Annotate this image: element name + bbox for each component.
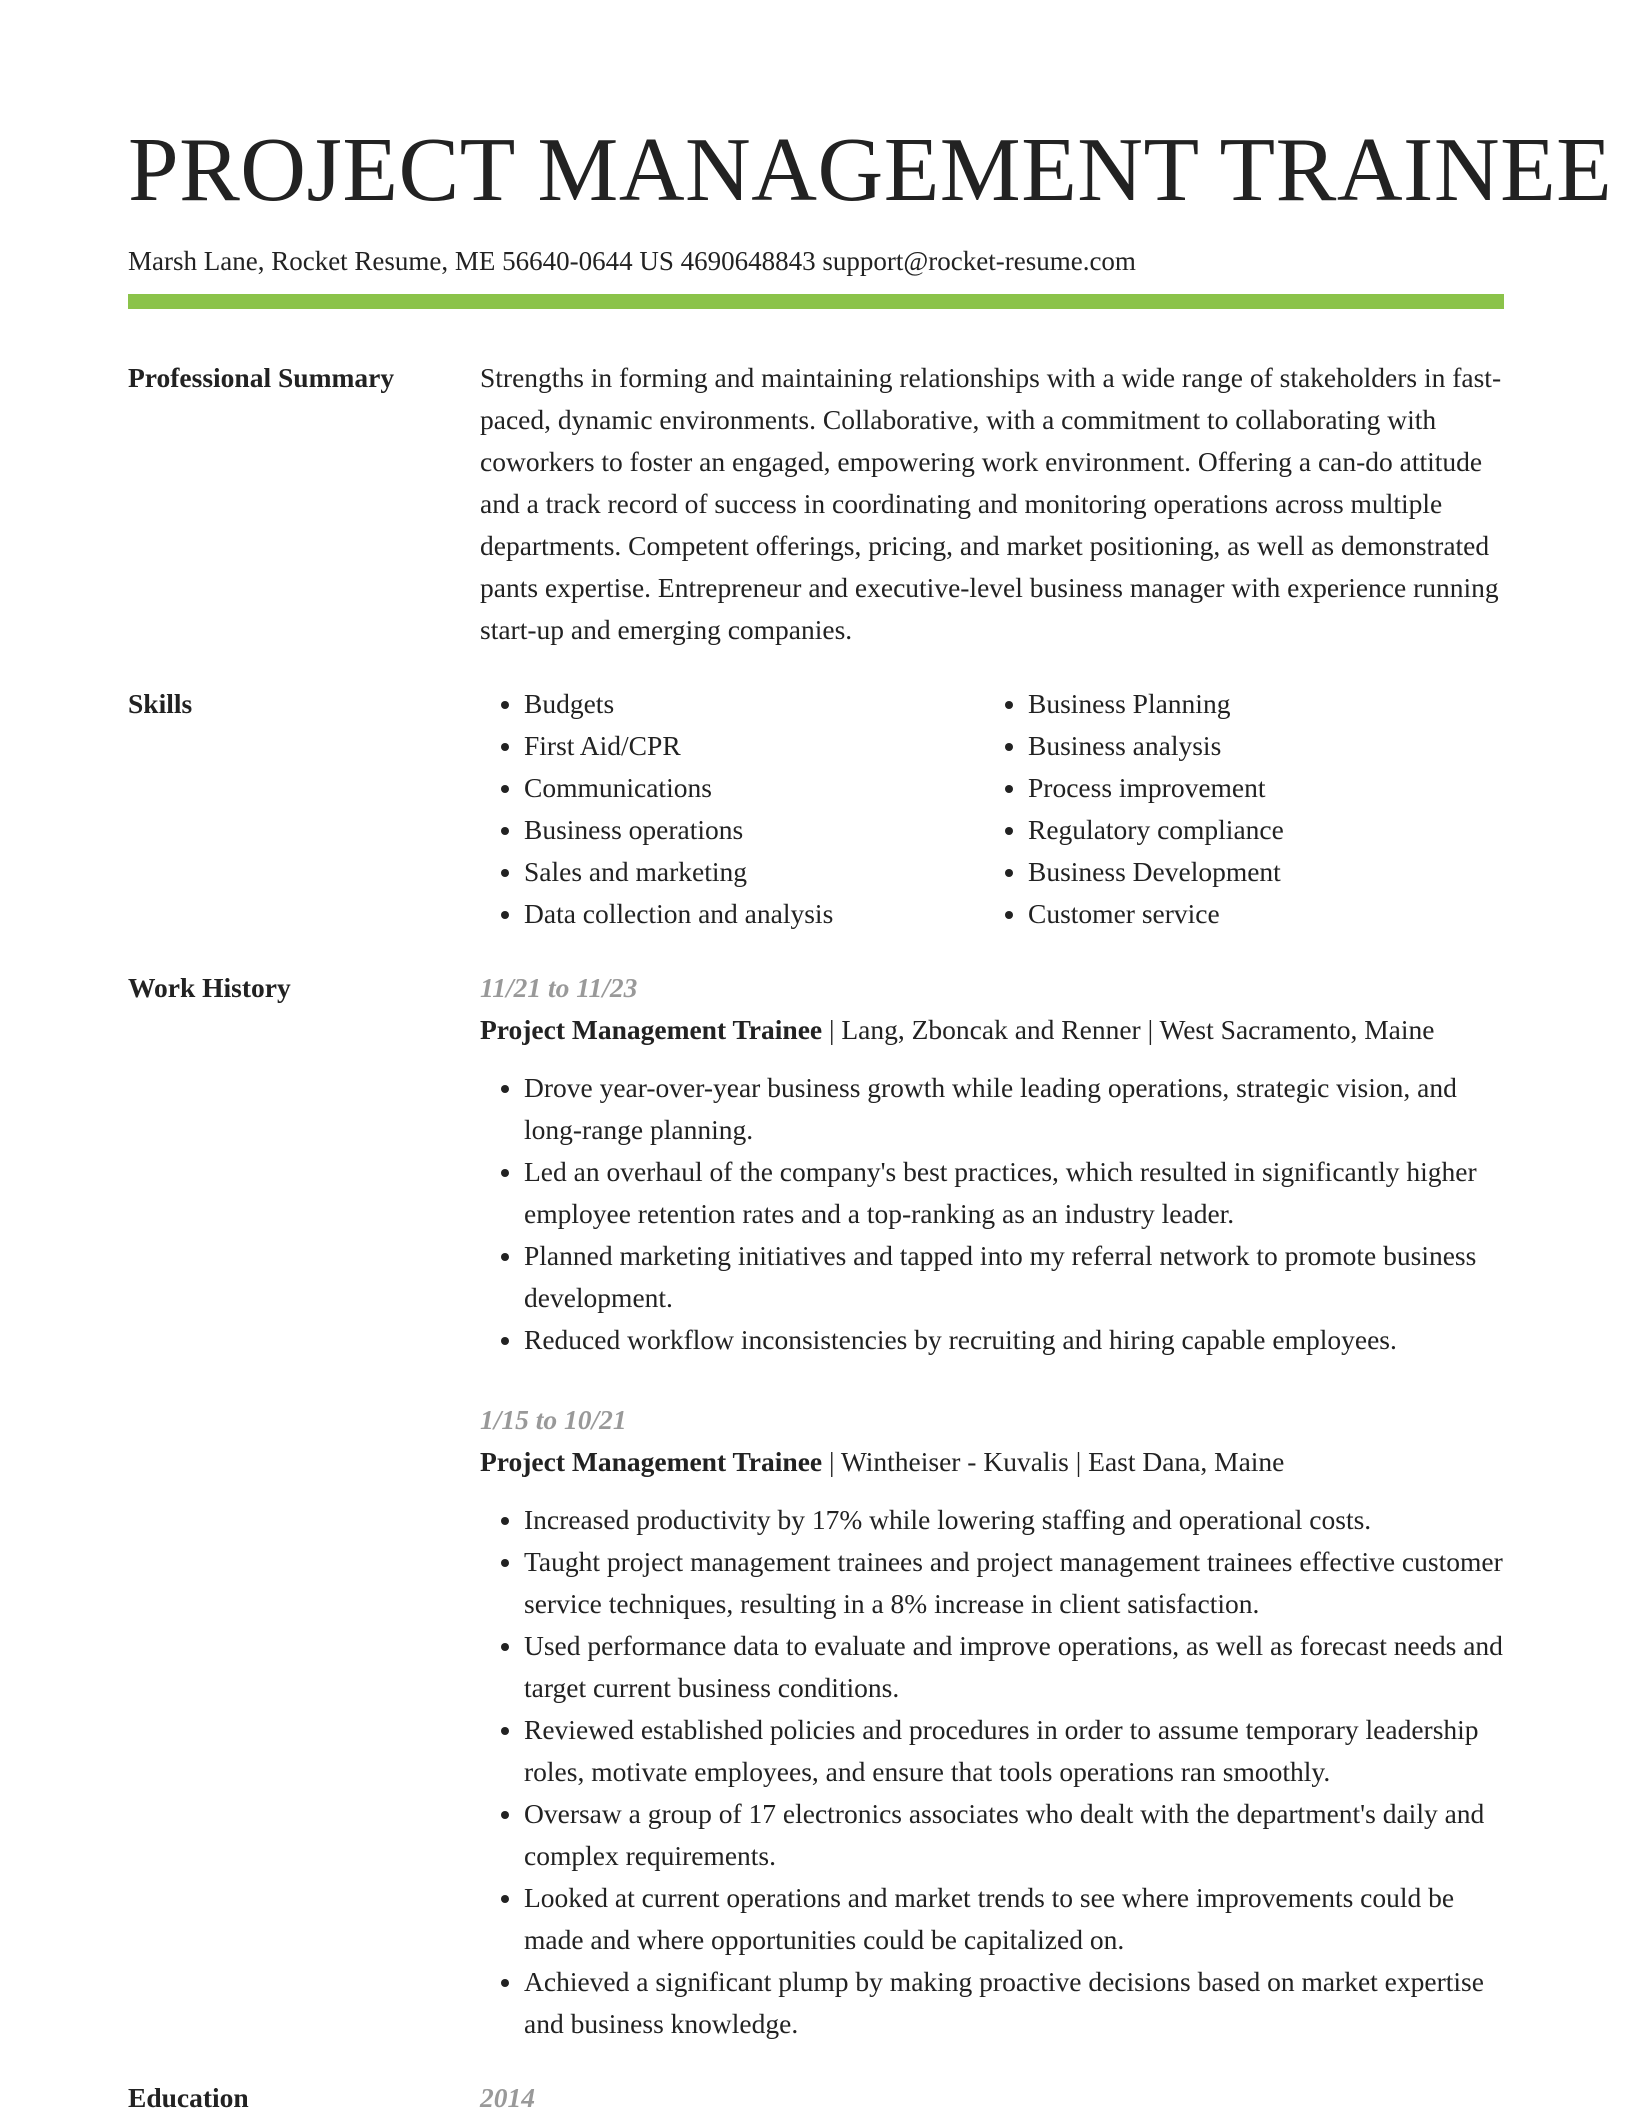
skill-item: • Business Planning [1028,683,1488,725]
skill-item: • Regulatory compliance [1028,809,1488,851]
skill-item: • First Aid/CPR [524,725,984,767]
skill-item: • Business Development [1028,851,1488,893]
skills-column-right [984,683,1488,935]
job-bullet: • Achieved a significant plump by making proactive decisions based on market expertise and business knowledge. [524,1961,1504,2045]
education-dates: 2014 [480,2082,535,2113]
skill-item: • Budgets [524,683,984,725]
job-bullet: • Looked at current operations and market trends to see where improvements could be made and where opportunities could be capitalized on. [524,1877,1504,1961]
job-dates: 1/15 to 10/21 [480,1404,627,1435]
section-heading-summary: Professional Summary [128,362,395,393]
job-bullet: • Oversaw a group of 17 electronics associates who dealt with the department's daily and complex requirements. [524,1793,1504,1877]
job-bullet: • Drove year-over-year business growth while leading operations, strategic vision, and long-range planning. [524,1067,1504,1151]
education-section [128,2077,1504,2119]
skill-item: • Data collection and analysis [524,893,984,935]
job-heading [480,1441,1504,1483]
work-history-list [480,967,1504,2045]
skills-list [480,683,1504,935]
job-title: Project Management Trainee [480,1014,823,1045]
skill-item: • Business analysis [1028,725,1488,767]
job-heading [480,1009,1504,1051]
job-bullet: • Planned marketing initiatives and tapped into my referral network to promote business development. [524,1235,1504,1319]
section-heading-skills: Skills [128,688,193,719]
job-bullets [480,1067,1504,1361]
resume-page [128,0,1613,2119]
job-bullet: • Taught project management trainees and project management trainees effective customer service techniques, resulting in a 8% increase in client satisfaction. [524,1541,1504,1625]
skill-item: • Process improvement [1028,767,1488,809]
job-entry [480,967,1504,1361]
job-dates: 11/21 to 11/23 [480,972,638,1003]
skill-item: • Business operations [524,809,984,851]
job-details: | Lang, Zboncak and Renner | West Sacramento, Maine [822,1014,1435,1045]
skills-section [128,683,1504,935]
job-bullet: • Increased productivity by 17% while lowering staffing and operational costs. [524,1499,1504,1541]
skill-item: • Communications [524,767,984,809]
summary-text: Strengths in forming and maintaining relationships with a wide range of stakeholders in fast-paced, dynamic environments. Collaborative, with a commitment to collaborating with coworkers to foster an engaged, empowering work environment. Offering a can-do attitude and a track record of success in coordinating and monitoring operations across multiple departments. Competent offerings, pricing, and market positioning, as well as demonstrated pants expertise. Entrepreneur and executive-level business manager with experience running start-up and emerging companies. [480,362,1502,645]
education-list [480,2077,1504,2119]
summary-section [128,357,1504,651]
contact-line: Marsh Lane, Rocket Resume, ME 56640-0644 US 4690648843 support@rocket-resume.com [128,246,1136,276]
section-heading-education: Education [128,2082,249,2113]
job-details: | Wintheiser - Kuvalis | East Dana, Maine [822,1446,1285,1477]
job-bullet: • Reduced workflow inconsistencies by recruiting and hiring capable employees. [524,1319,1504,1361]
job-title: Project Management Trainee [480,1446,823,1477]
section-heading-work-history: Work History [128,972,291,1003]
job-bullets [480,1499,1504,2045]
job-entry [480,1399,1504,2045]
skill-item: • Sales and marketing [524,851,984,893]
skills-column-left [480,683,984,935]
skill-item: • Customer service [1028,893,1488,935]
job-bullet: • Led an overhaul of the company's best practices, which resulted in significantly higher employee retention rates and a top-ranking as an industry leader. [524,1151,1504,1235]
resume-title: PROJECT MANAGEMENT TRAINEE [128,119,1613,220]
accent-divider [128,294,1504,309]
job-bullet: • Reviewed established policies and procedures in order to assume temporary leadership roles, motivate employees, and ensure that tools operations ran smoothly. [524,1709,1504,1793]
work-history-section [128,967,1504,2045]
job-bullet: • Used performance data to evaluate and improve operations, as well as forecast needs and target current business conditions. [524,1625,1504,1709]
